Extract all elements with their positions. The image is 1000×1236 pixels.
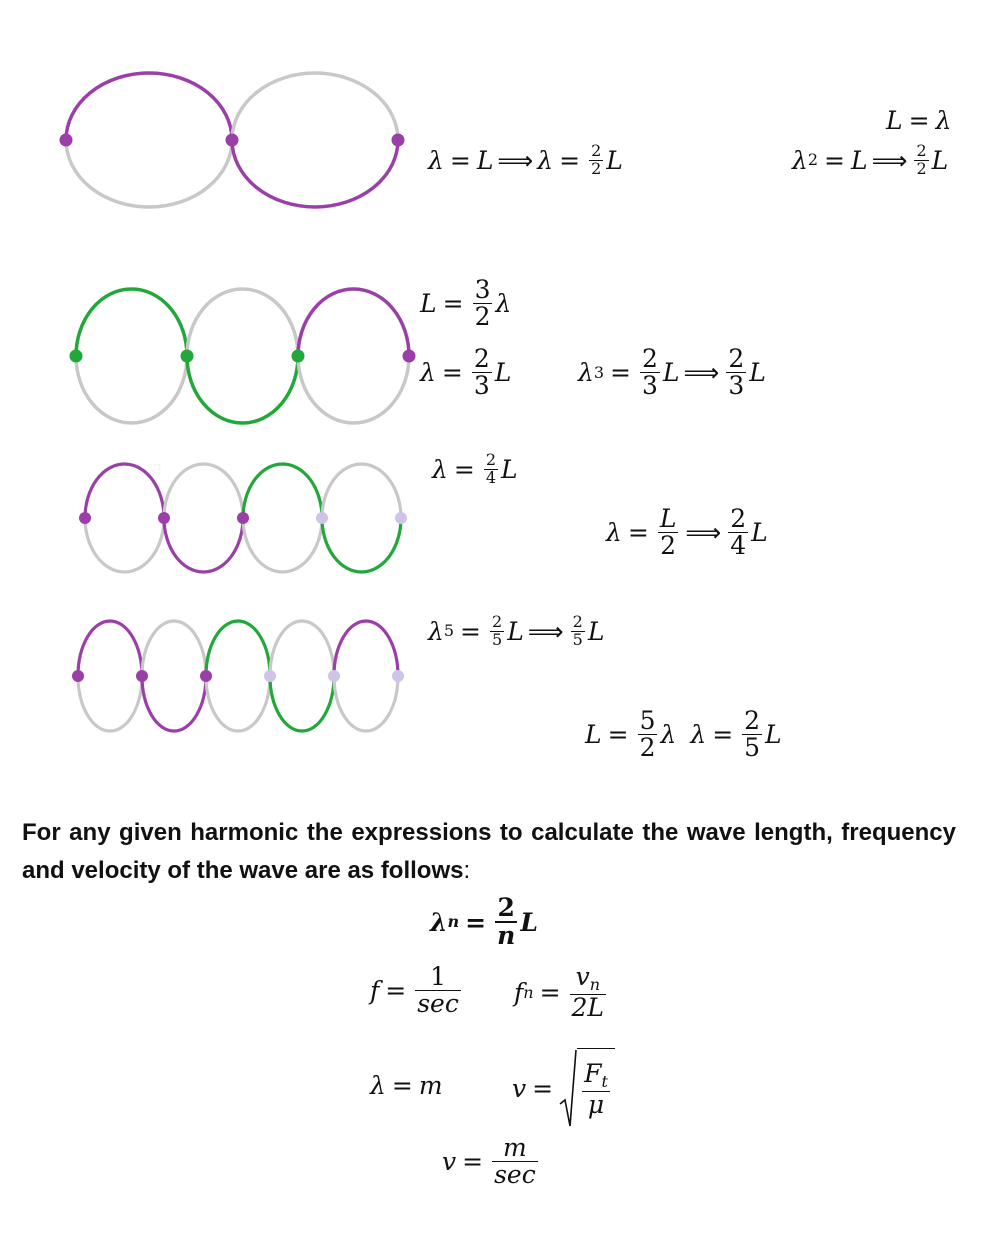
eq-h3-a: L = 3 2 λ	[420, 275, 512, 332]
wave-trough-loop-3	[206, 676, 270, 731]
wave-diagram-harmonic-3	[65, 283, 425, 428]
wave-crest-loop-5	[334, 621, 398, 676]
formula-velocity-tension: v = $F_t$ μ	[512, 1048, 615, 1128]
wave-crest-loop-3	[206, 621, 270, 676]
eq-h3-b: λ = 2 3 L	[420, 344, 512, 401]
wave-trough-loop-4	[322, 518, 401, 572]
wave-diagram-harmonic-5	[70, 617, 415, 735]
wave-crest-loop-2	[187, 289, 298, 356]
wave-crest-loop-3	[243, 464, 322, 518]
wave-node-dot-1	[60, 134, 73, 147]
wave-node-dot-1	[70, 350, 83, 363]
formula-frequency-definition: f = 1 sec	[370, 962, 459, 1019]
wave-diagram-harmonic-4	[75, 458, 415, 576]
wave-trough-loop-2	[232, 140, 398, 207]
wave-node-dot-5	[395, 512, 407, 524]
wave-node-dot-2	[158, 512, 170, 524]
wave-node-dot-4	[316, 512, 328, 524]
wave-crest-loop-4	[322, 464, 401, 518]
eq-h2-main: λ = L ⟹ λ = 2 2 L	[428, 141, 623, 178]
wave-crest-loop-1	[76, 289, 187, 356]
wave-crest-loop-2	[164, 464, 243, 518]
eq-h5-a: λ 5 = 2 5 L ⟹ 2 5 L	[428, 612, 605, 649]
wave-crest-loop-1	[78, 621, 142, 676]
wave-node-dot-1	[72, 670, 84, 682]
wave-trough-loop-1	[78, 676, 142, 731]
wave-trough-loop-1	[66, 140, 232, 207]
formula-velocity-unit: v = m sec	[442, 1133, 536, 1190]
wave-trough-loop-2	[142, 676, 206, 731]
formula-lambda-n: λ n = 2 n L	[430, 893, 538, 951]
wave-node-dot-3	[200, 670, 212, 682]
wave-node-dot-2	[181, 350, 194, 363]
wave-trough-loop-2	[164, 518, 243, 572]
wave-crest-loop-1	[85, 464, 164, 518]
wave-trough-loop-2	[187, 356, 298, 423]
wave-trough-loop-3	[243, 518, 322, 572]
eq-h4-right: λ = L 2 ⟹ 2 4 L	[606, 504, 768, 561]
wave-node-dot-2	[136, 670, 148, 682]
wave-crest-loop-2	[232, 73, 398, 140]
wave-node-dot-5	[328, 670, 340, 682]
wave-crest-loop-2	[142, 621, 206, 676]
wave-trough-loop-1	[76, 356, 187, 423]
wave-diagram-harmonic-2	[55, 65, 415, 215]
wave-node-dot-6	[392, 670, 404, 682]
wave-crest-loop-3	[298, 289, 409, 356]
wave-trough-loop-5	[334, 676, 398, 731]
wave-trough-loop-3	[298, 356, 409, 423]
wave-node-dot-2	[226, 134, 239, 147]
eq-h2-right: λ 2 = L ⟹ 2 2 L	[792, 141, 949, 178]
formula-frequency-n: f n = $v_n$ 2L	[514, 962, 605, 1022]
wave-node-dot-3	[392, 134, 405, 147]
wave-node-dot-3	[237, 512, 249, 524]
wave-trough-loop-4	[270, 676, 334, 731]
wave-crest-loop-1	[66, 73, 232, 140]
wave-node-dot-4	[403, 350, 416, 363]
formula-wavelength-unit: λ = m	[370, 1071, 443, 1100]
eq-h3-right: λ 3 = 2 3 L ⟹ 2 3 L	[578, 344, 766, 401]
eq-h2-top: L = λ	[886, 106, 952, 135]
wave-node-dot-1	[79, 512, 91, 524]
wave-trough-loop-1	[85, 518, 164, 572]
square-root-symbol: $F_t$ μ	[559, 1048, 615, 1128]
eq-h5-right: L = 5 2 λ λ = 2 5 L	[585, 706, 782, 763]
wave-node-dot-3	[292, 350, 305, 363]
wave-node-dot-4	[264, 670, 276, 682]
eq-h4-a: λ = 2 4 L	[432, 450, 518, 487]
explanation-paragraph: For any given harmonic the expressions to calculate the wave length, frequency and velocity of the wave are as follows:	[22, 819, 956, 884]
wave-crest-loop-4	[270, 621, 334, 676]
